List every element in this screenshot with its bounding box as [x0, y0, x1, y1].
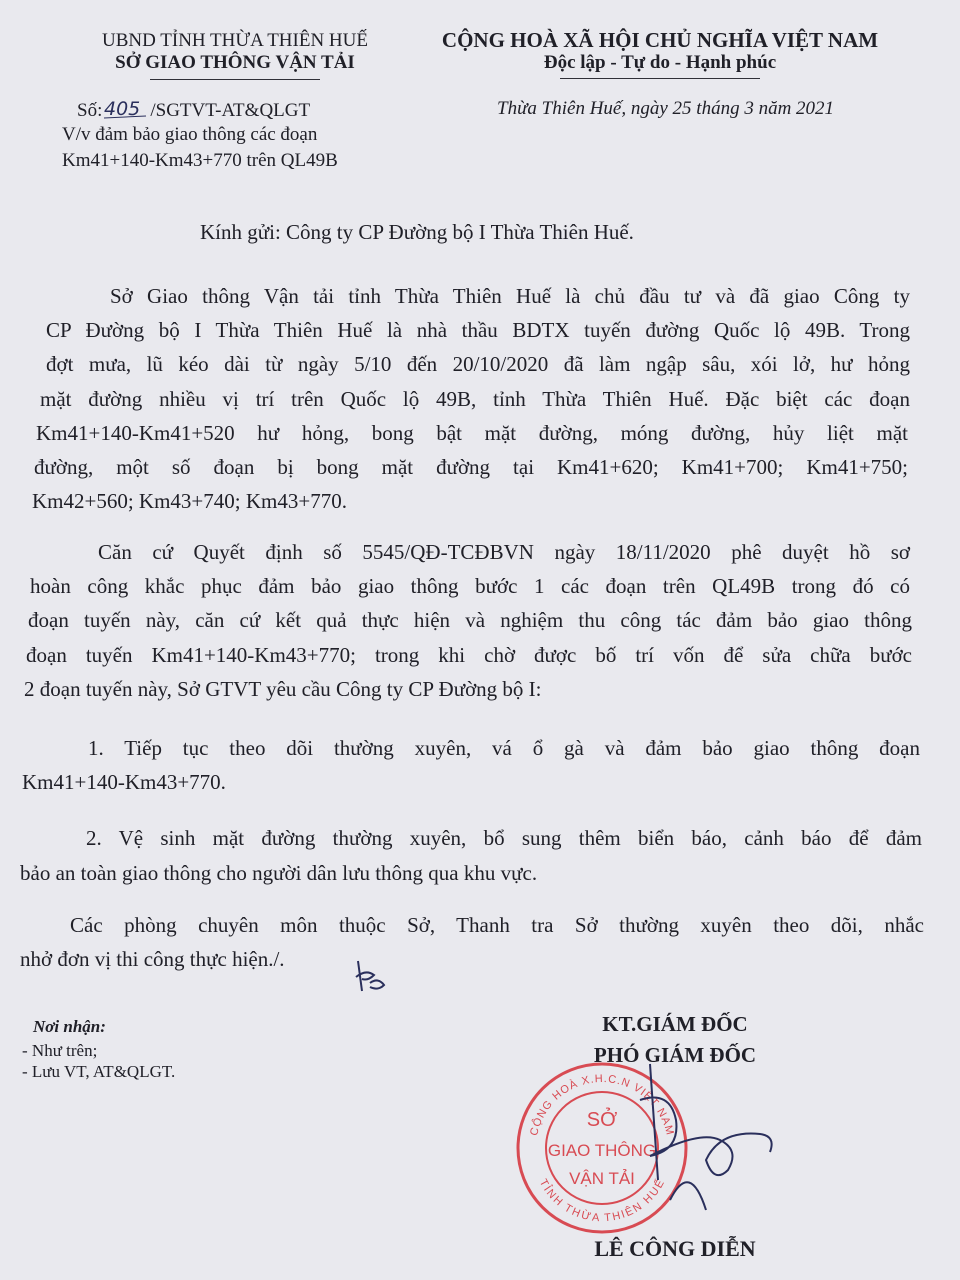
stamp-center-3: VẬN TẢI	[569, 1169, 635, 1188]
signature-title-1: KT.GIÁM ĐỐC	[602, 1012, 748, 1036]
body-line: Km41+140-Km41+520 hư hỏng, bong bật mặt đường, móng đường, hủy liệt mặt	[36, 421, 908, 445]
list-item-2: 2. Vệ sinh mặt đường thường xuyên, bổ sung thêm biển báo, cảnh báo để đảm	[86, 826, 922, 850]
handwritten-initial	[352, 955, 388, 995]
document-number	[77, 97, 310, 122]
stamp-ring-bottom: TỈNH THỪA THIÊN HUẾ	[536, 1177, 668, 1225]
closing-line: Các phòng chuyên môn thuộc Sở, Thanh tra Sở thường xuyên theo dõi, nhắc	[70, 913, 924, 937]
list-item-1: 1. Tiếp tục theo dõi thường xuyên, vá ổ gà và đảm bảo giao thông đoạn	[88, 736, 920, 760]
signature-title-2: PHÓ GIÁM ĐỐC	[593, 1043, 757, 1067]
body-line: Căn cứ Quyết định số 5545/QĐ-TCĐBVN ngày 18/11/2020 phê duyệt hồ sơ	[98, 540, 910, 564]
national-title: CỘNG HOÀ XÃ HỘI CHỦ NGHĨA VIỆT NAM	[441, 28, 879, 52]
stamp-ring-top: CỘNG HOÀ X.H.C.N VIỆT NAM	[528, 1072, 676, 1137]
doc-number-suffix: /SGTVT-AT&QLGT	[150, 100, 311, 121]
recipient-item: - Như trên;	[22, 1041, 98, 1060]
closing-line-cont: nhở đơn vị thi công thực hiện./.	[20, 947, 285, 971]
handwritten-number	[102, 97, 150, 121]
subject-line-1: V/v đảm bảo giao thông các đoạn	[62, 124, 318, 145]
list-item-1-cont: Km41+140-Km43+770.	[22, 770, 226, 794]
national-motto: Độc lập - Tự do - Hạnh phúc	[543, 52, 777, 73]
greeting: Kính gửi: Công ty CP Đường bộ I Thừa Thiên Huế.	[200, 220, 634, 244]
stamp-center-1: SỞ	[586, 1109, 618, 1131]
body-line: mặt đường nhiều vị trí trên Quốc lộ 49B, tỉnh Thừa Thiên Huế. Đặc biệt các đoạn	[40, 387, 910, 411]
body-line: hoàn công khắc phục đảm bảo giao thông bước 1 các đoạn trên QL49B trong đó có	[30, 574, 910, 598]
org-parent: UBND TỈNH THỪA THIÊN HUẾ	[102, 30, 368, 51]
handwritten-signature	[610, 1060, 780, 1220]
body-line: đoạn tuyến Km41+140-Km43+770; trong khi chờ được bố trí vốn để sửa chữa bước	[26, 643, 912, 667]
signer-name: LÊ CÔNG DIỄN	[594, 1236, 756, 1261]
body-line: Sở Giao thông Vận tải tỉnh Thừa Thiên Huế là chủ đầu tư và đã giao Công ty	[110, 284, 910, 308]
place-date: Thừa Thiên Huế, ngày 25 tháng 3 năm 2021	[497, 98, 835, 119]
body-line: Km42+560; Km43+740; Km43+770.	[32, 489, 347, 513]
body-line: CP Đường bộ I Thừa Thiên Huế là nhà thầu BDTX tuyến đường Quốc lộ 49B. Trong	[46, 318, 910, 342]
doc-number-prefix: Số:	[77, 100, 103, 121]
body-line: đường, một số đoạn bị bong mặt đường tại Km41+620; Km41+700; Km41+750;	[34, 455, 908, 479]
handwritten-number-text: 405	[104, 98, 141, 120]
subject-line-2: Km41+140-Km43+770 trên QL49B	[62, 150, 338, 171]
body-line: đợt mưa, lũ kéo dài từ ngày 5/10 đến 20/10/2020 đã làm ngập sâu, xói lở, hư hỏng	[46, 352, 910, 376]
org-underline	[150, 79, 320, 80]
stamp-center-2: GIAO THÔNG	[547, 1141, 657, 1160]
org-name: SỞ GIAO THÔNG VẬN TẢI	[115, 52, 355, 73]
list-item-2-cont: bảo an toàn giao thông cho người dân lưu thông qua khu vực.	[20, 861, 538, 885]
recipients-title: Nơi nhận:	[33, 1017, 106, 1036]
recipient-item: - Lưu VT, AT&QLGT.	[22, 1062, 176, 1081]
motto-underline	[560, 78, 760, 79]
body-line: đoạn tuyến này, căn cứ kết quả thực hiện và nghiệm thu công tác đảm bảo giao thông	[28, 608, 912, 632]
body-line: 2 đoạn tuyến này, Sở GTVT yêu cầu Công ty CP Đường bộ I:	[24, 677, 542, 701]
